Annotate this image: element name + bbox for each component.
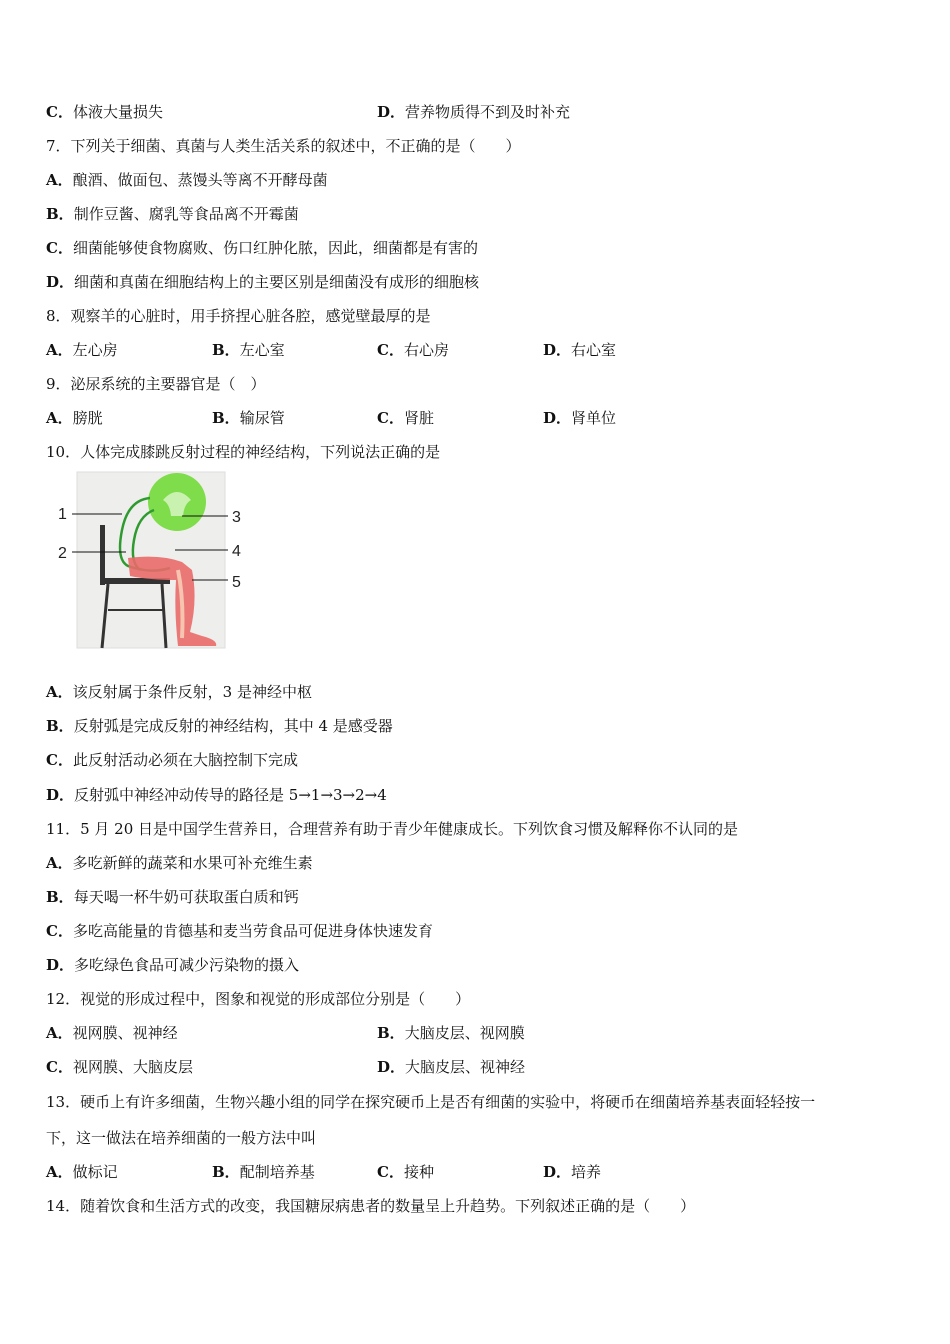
option-text: 反射弧是完成反射的神经结构，其中 4 是感受器 xyxy=(73,717,393,735)
q10-option-b xyxy=(46,716,393,736)
q12-option-b xyxy=(377,1023,525,1043)
option-letter: A． xyxy=(46,341,73,359)
option-text: 右心室 xyxy=(571,341,617,359)
option-letter: C． xyxy=(46,751,73,769)
q11-option-d xyxy=(46,955,299,975)
option-text: 培养 xyxy=(571,1163,602,1181)
q8-option-a xyxy=(46,340,118,360)
option-letter: B． xyxy=(377,1024,405,1042)
option-letter: C． xyxy=(377,409,404,427)
q7-option-c xyxy=(46,238,478,258)
option-letter: A． xyxy=(46,1024,73,1042)
option-text: 该反射属于条件反射，3 是神经中枢 xyxy=(72,683,312,701)
option-text: 右心房 xyxy=(403,341,449,359)
option-letter: C． xyxy=(46,239,73,257)
option-text: 做标记 xyxy=(72,1163,118,1181)
q9-option-a xyxy=(46,408,103,428)
figure-label-4: 4 xyxy=(232,543,241,560)
option-text: 多吃绿色食品可减少污染物的摄入 xyxy=(74,956,300,974)
option-letter: B． xyxy=(212,409,240,427)
option-text: 每天喝一杯牛奶可获取蛋白质和钙 xyxy=(73,888,299,906)
option-letter: C． xyxy=(46,922,73,940)
q12-stem: 12．视觉的形成过程中，图象和视觉的形成部位分别是（ ） xyxy=(46,990,471,1008)
q13-stem-line-1: 13．硬币上有许多细菌，生物兴趣小组的同学在探究硬币上是否有细菌的实验中，将硬币在细菌培养基表面轻轻按一 xyxy=(46,1093,816,1111)
option-letter: D． xyxy=(543,409,572,427)
q9-stem: 9．泌尿系统的主要器官是（ ） xyxy=(46,375,266,393)
q9-option-d xyxy=(543,408,616,428)
q13-option-b xyxy=(212,1162,315,1182)
figure-label-3: 3 xyxy=(232,509,241,526)
q10-stem: 10．人体完成膝跳反射过程的神经结构，下列说法正确的是 xyxy=(46,443,441,461)
q9-option-b xyxy=(212,408,285,428)
q7-option-d xyxy=(46,272,479,292)
option-text: 制作豆酱、腐乳等食品离不开霉菌 xyxy=(73,205,299,223)
q14-stem: 14．随着饮食和生活方式的改变，我国糖尿病患者的数量呈上升趋势。下列叙述正确的是（ ） xyxy=(46,1197,696,1215)
option-letter: C． xyxy=(46,1058,73,1076)
q9-option-c xyxy=(377,408,434,428)
q10-option-a xyxy=(46,682,312,702)
option-text: 左心室 xyxy=(239,341,285,359)
option-text: 左心房 xyxy=(72,341,118,359)
option-text: 此反射活动必须在大脑控制下完成 xyxy=(72,751,298,769)
option-text: 反射弧中神经冲动传导的路径是 5→1→3→2→4 xyxy=(74,786,387,804)
option-letter: B． xyxy=(212,1163,240,1181)
option-text: 多吃新鲜的蔬菜和水果可补充维生素 xyxy=(72,854,313,872)
q8-option-b xyxy=(212,340,285,360)
option-letter: B． xyxy=(46,888,74,906)
option-letter: D． xyxy=(46,786,75,804)
q8-option-d xyxy=(543,340,616,360)
q13-option-c xyxy=(377,1162,434,1182)
option-text: 输尿管 xyxy=(239,409,285,427)
q11-stem: 11．5 月 20 日是中国学生营养日，合理营养有助于青少年健康成长。下列饮食习惯及解释你不认同的是 xyxy=(46,820,739,838)
option-text: 营养物质得不到及时补充 xyxy=(405,103,571,121)
knee-reflex-figure xyxy=(50,470,250,655)
q12-option-c xyxy=(46,1057,193,1077)
option-letter: D． xyxy=(543,341,572,359)
q13-option-a xyxy=(46,1162,118,1182)
option-letter: C． xyxy=(46,103,73,121)
q6-option-d xyxy=(377,102,570,122)
option-letter: A． xyxy=(46,409,73,427)
option-letter: A． xyxy=(46,854,73,872)
option-text: 肾单位 xyxy=(571,409,617,427)
q11-option-a xyxy=(46,853,313,873)
chair-back xyxy=(100,525,105,585)
option-letter: B． xyxy=(212,341,240,359)
option-text: 酿酒、做面包、蒸馒头等离不开酵母菌 xyxy=(72,171,328,189)
q10-option-c xyxy=(46,750,298,770)
q7-option-a xyxy=(46,170,328,190)
option-letter: A． xyxy=(46,683,73,701)
q8-option-c xyxy=(377,340,449,360)
q6-option-c xyxy=(46,102,163,122)
option-text: 大脑皮层、视网膜 xyxy=(404,1024,525,1042)
option-letter: C． xyxy=(377,1163,404,1181)
q12-option-d xyxy=(377,1057,525,1077)
option-letter: D． xyxy=(377,103,406,121)
option-letter: D． xyxy=(543,1163,572,1181)
option-text: 大脑皮层、视神经 xyxy=(405,1058,526,1076)
option-text: 接种 xyxy=(403,1163,434,1181)
figure-label-1: 1 xyxy=(58,506,67,523)
option-text: 细菌能够使食物腐败、伤口红肿化脓，因此，细菌都是有害的 xyxy=(72,239,478,257)
option-text: 细菌和真菌在细胞结构上的主要区别是细菌没有成形的细胞核 xyxy=(74,273,480,291)
option-letter: A． xyxy=(46,1163,73,1181)
option-letter: D． xyxy=(46,956,75,974)
q11-option-c xyxy=(46,921,433,941)
option-text: 膀胱 xyxy=(72,409,103,427)
figure-label-2: 2 xyxy=(58,545,67,562)
q13-stem-line-2: 下，这一做法在培养细菌的一般方法中叫 xyxy=(46,1129,317,1147)
option-letter: C． xyxy=(377,341,404,359)
option-letter: B． xyxy=(46,205,74,223)
q10-option-d xyxy=(46,785,387,805)
option-text: 肾脏 xyxy=(403,409,434,427)
option-text: 视网膜、视神经 xyxy=(72,1024,178,1042)
option-text: 视网膜、大脑皮层 xyxy=(72,1058,193,1076)
q11-option-b xyxy=(46,887,299,907)
option-letter: B． xyxy=(46,717,74,735)
q13-option-d xyxy=(543,1162,601,1182)
option-text: 配制培养基 xyxy=(239,1163,315,1181)
option-letter: A． xyxy=(46,171,73,189)
q7-option-b xyxy=(46,204,299,224)
option-text: 体液大量损失 xyxy=(72,103,163,121)
figure-label-5: 5 xyxy=(232,574,241,591)
q12-option-a xyxy=(46,1023,178,1043)
q8-stem: 8．观察羊的心脏时，用手挤捏心脏各腔，感觉壁最厚的是 xyxy=(46,307,431,325)
option-letter: D． xyxy=(46,273,75,291)
knee-reflex-diagram xyxy=(50,470,250,655)
option-text: 多吃高能量的肯德基和麦当劳食品可促进身体快速发育 xyxy=(72,922,433,940)
option-letter: D． xyxy=(377,1058,406,1076)
q7-stem: 7．下列关于细菌、真菌与人类生活关系的叙述中，不正确的是（ ） xyxy=(46,137,521,155)
